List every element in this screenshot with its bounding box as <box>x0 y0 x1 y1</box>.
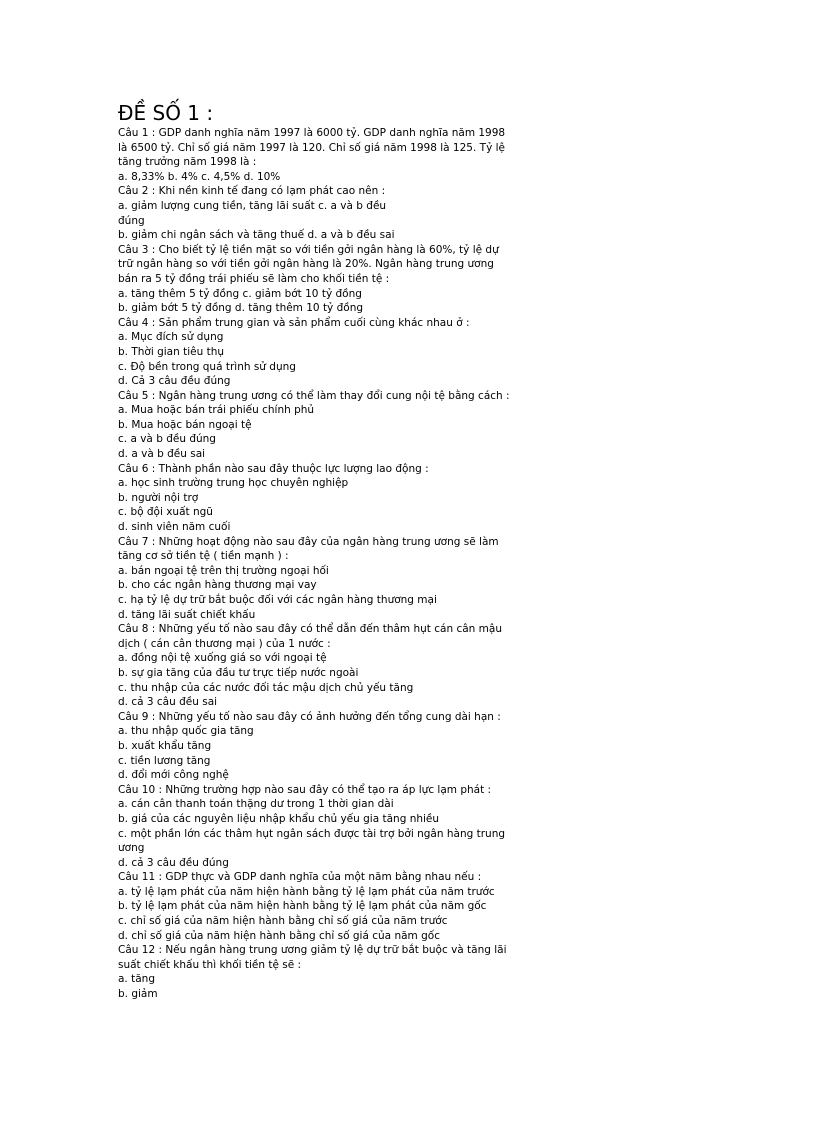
text-line: a. bán ngoại tệ trên thị trường ngoại hối <box>118 564 329 577</box>
text-line: Câu 11 : GDP thực và GDP danh nghĩa của một năm bằng nhau nếu : <box>118 871 482 884</box>
text-line: d. Cả 3 câu đều đúng <box>118 375 231 388</box>
text-line: trữ ngân hàng so với tiền gởi ngân hàng là 20%. Ngân hàng trung ương <box>118 258 494 271</box>
text-line: a. đồng nội tệ xuống giá so với ngoại tệ <box>118 652 327 665</box>
text-line: Câu 10 : Những trường hợp nào sau đây có thể tạo ra áp lực lạm phát : <box>118 783 492 796</box>
text-line: b. Mua hoặc bán ngoại tệ <box>118 418 252 431</box>
text-line: a. Mua hoặc bán trái phiếu chính phủ <box>118 404 315 417</box>
text-line: b. giảm chi ngân sách và tăng thuế d. a và b đều sai <box>118 229 395 242</box>
text-line: a. Mục đích sử dụng <box>118 331 224 344</box>
text-line: b. giá của các nguyên liệu nhập khẩu chủ yếu gia tăng nhiều <box>118 812 440 825</box>
text-line: Câu 4 : Sản phẩm trung gian và sản phẩm cuối cùng khác nhau ở : <box>118 316 470 329</box>
text-line: Câu 2 : Khi nền kinh tế đang có lạm phát cao nên : <box>118 185 386 198</box>
text-line: c. a và b đều đúng <box>118 433 216 446</box>
document-page <box>118 100 558 1002</box>
text-line: Câu 3 : Cho biết tỷ lệ tiền mặt so với tiền gởi ngân hàng là 60%, tỷ lệ dự <box>118 243 499 256</box>
text-line: dịch ( cán cân thương mại ) của 1 nước : <box>118 637 331 650</box>
text-line: Câu 1 : GDP danh nghĩa năm 1997 là 6000 tỷ. GDP danh nghĩa năm 1998 <box>118 127 506 139</box>
text-line: a. tỷ lệ lạm phát của năm hiện hành bằng tỷ lệ lạm phát của năm trước <box>118 885 495 898</box>
text-line: đúng <box>118 214 145 227</box>
text-line: a. tăng <box>118 973 155 986</box>
text-line: b. Thời gian tiêu thụ <box>118 345 225 358</box>
text-line: ương <box>118 842 145 855</box>
text-line: d. chỉ số giá của năm hiện hành bằng chỉ số giá của năm gốc <box>118 929 440 942</box>
text-line: Câu 7 : Những hoạt động nào sau đây của ngân hàng trung ương sẽ làm <box>118 535 499 548</box>
text-line: b. giảm <box>118 988 158 1001</box>
text-line: b. xuất khẩu tăng <box>118 739 212 752</box>
text-line: d. sinh viên năm cuối <box>118 521 231 534</box>
text-line: a. thu nhập quốc gia tăng <box>118 725 254 738</box>
text-line: suất chiết khấu thì khối tiền tệ sẽ : <box>118 958 302 971</box>
text-line: c. tiền lương tăng <box>118 754 211 767</box>
document-title: ĐỀ SỐ 1 : <box>118 101 214 125</box>
text-line: b. sự gia tăng của đầu tư trực tiếp nước ngoài <box>118 666 359 679</box>
text-line: c. chỉ số giá của năm hiện hành bằng chỉ số giá của năm trước <box>118 915 448 928</box>
text-line: c. hạ tỷ lệ dự trữ bắt buộc đối với các ngân hàng thương mại <box>118 594 437 606</box>
text-line: d. đổi mới công nghệ <box>118 769 229 782</box>
text-line: Câu 6 : Thành phần nào sau đây thuộc lực lượng lao động : <box>118 462 429 475</box>
text-line: d. cả 3 câu đều đúng <box>118 856 229 869</box>
text-line: d. tăng lãi suất chiết khấu <box>118 608 256 621</box>
text-line: tăng cơ sở tiền tệ ( tiền mạnh ) : <box>118 550 289 563</box>
text-line: b. tỷ lệ lạm phát của năm hiện hành bằng tỷ lệ lạm phát của năm gốc <box>118 900 487 913</box>
text-line: bán ra 5 tỷ đồng trái phiếu sẽ làm cho khối tiền tệ : <box>118 272 390 285</box>
text-line: Câu 8 : Những yếu tố nào sau đây có thể dẫn đến thâm hụt cán cân mậu <box>118 623 502 636</box>
text-line: Câu 12 : Nếu ngân hàng trung ương giảm tỷ lệ dự trữ bắt buộc và tăng lãi <box>118 944 507 957</box>
document-body <box>118 126 558 1002</box>
text-line: tăng trưởng năm 1998 là : <box>118 156 257 169</box>
text-line: c. thu nhập của các nước đối tác mậu dịch chủ yếu tăng <box>118 681 414 694</box>
text-line: Câu 9 : Những yếu tố nào sau đây có ảnh hưởng đến tổng cung dài hạn : <box>118 710 501 723</box>
text-line: a. tăng thêm 5 tỷ đồng c. giảm bớt 10 tỷ đồng <box>118 287 362 300</box>
text-line: a. cán cân thanh toán thặng dư trong 1 thời gian dài <box>118 798 394 811</box>
text-line: b. giảm bớt 5 tỷ đồng d. tăng thêm 10 tỷ đồng <box>118 302 364 315</box>
text-line: là 6500 tỷ. Chỉ số giá năm 1997 là 120. Chỉ số giá năm 1998 là 125. Tỷ lệ <box>118 141 505 154</box>
text-line: Câu 5 : Ngân hàng trung ương có thể làm thay đổi cung nội tệ bằng cách : <box>118 389 510 402</box>
text-line: d. a và b đều sai <box>118 448 206 461</box>
text-line: d. cả 3 câu đều sai <box>118 696 218 709</box>
text-line: b. người nội trợ <box>118 491 199 504</box>
text-line: c. một phần lớn các thâm hụt ngân sách được tài trợ bởi ngân hàng trung <box>118 827 506 840</box>
text-line: b. cho các ngân hàng thương mại vay <box>118 579 317 592</box>
text-line: a. giảm lượng cung tiền, tăng lãi suất c. a và b đều <box>118 199 387 212</box>
text-line: a. 8,33% b. 4% c. 4,5% d. 10% <box>118 170 281 183</box>
text-line: c. bộ đội xuất ngũ <box>118 506 213 519</box>
text-line: c. Độ bền trong quá trình sử dụng <box>118 360 296 373</box>
text-line: a. học sinh trường trung học chuyên nghiệp <box>118 477 349 490</box>
